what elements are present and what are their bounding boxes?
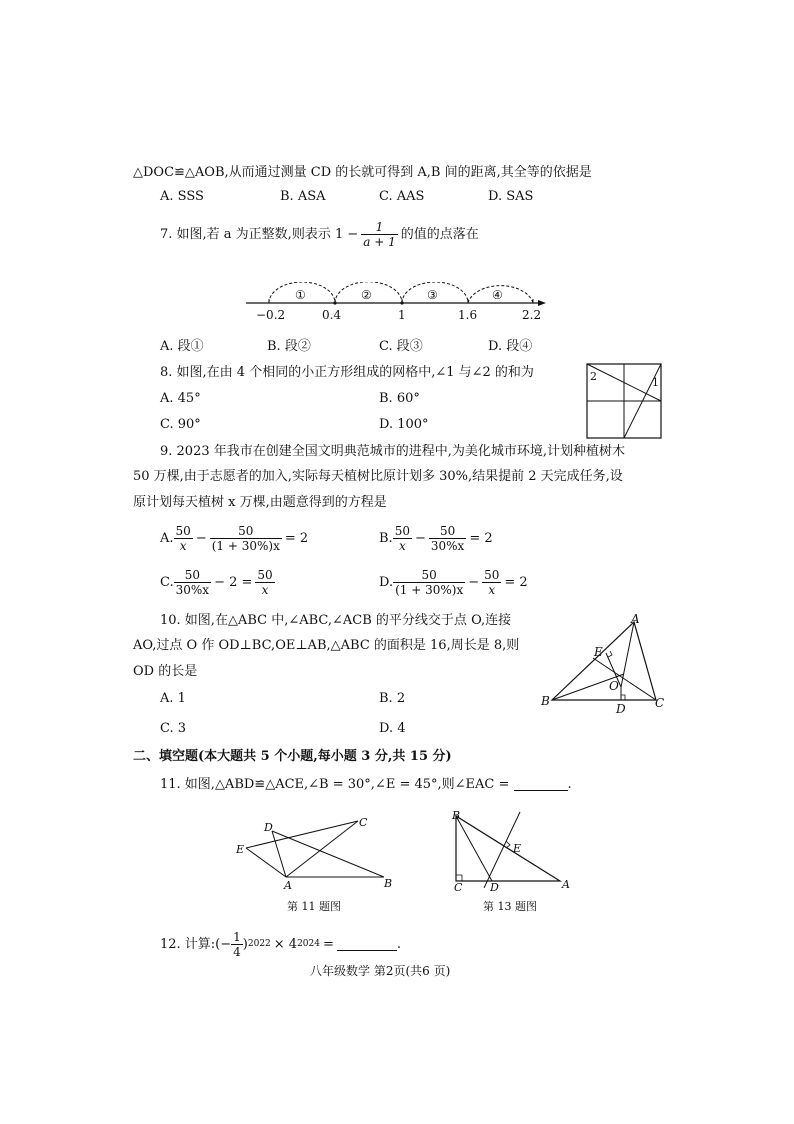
q7-frac-num: 1 — [361, 220, 397, 235]
operator: − — [468, 575, 480, 590]
rhs: = 2 — [469, 531, 493, 546]
q10-option-c: C. 3 — [160, 721, 187, 736]
q12-pre: 12. 计算:(− — [160, 937, 232, 952]
tick-label: 2.2 — [522, 308, 542, 322]
frac-den: x — [398, 539, 406, 553]
q7-fraction — [361, 220, 397, 249]
arc-label-4: ④ — [492, 288, 503, 302]
label-a: A — [284, 879, 292, 892]
frac-den: 30%x — [175, 583, 210, 597]
segment-bd — [456, 816, 492, 881]
section-2-title: 二、填空题(本大题共 5 个小题,每小题 3 分,共 15 分) — [133, 749, 452, 764]
operator: − — [414, 531, 426, 546]
q13-caption: 第 13 题图 — [483, 900, 537, 913]
option-label: A. — [160, 531, 174, 546]
q6-stem: △DOC≌△AOB,从而通过测量 CD 的长就可得到 A,B 间的距离,其全等的依据是 — [133, 165, 592, 180]
option-label: C. — [160, 575, 174, 590]
frac-num: 50 — [257, 568, 273, 582]
answer-blank[interactable] — [514, 779, 568, 791]
label-a: A — [631, 612, 640, 626]
exponent: 2024 — [297, 939, 320, 949]
q12-end: . — [396, 937, 402, 952]
frac-den: x — [261, 583, 269, 597]
label-o: O — [609, 679, 619, 693]
frac-num: 50 — [484, 568, 500, 582]
operator: − — [195, 531, 207, 546]
frac-den: (1 + 30%)x — [211, 539, 280, 553]
q10-option-b: B. 2 — [379, 691, 406, 706]
q10-line-1: 10. 如图,在△ABC 中,∠ABC,∠ACB 的平分线交于点 O,连接 — [160, 613, 512, 628]
q9-option-b — [379, 524, 493, 553]
frac-num: 50 — [210, 524, 282, 539]
tick-label: 1.6 — [458, 308, 478, 322]
fraction — [429, 524, 466, 553]
q11-end: . — [567, 777, 572, 792]
q9-option-a — [160, 524, 308, 553]
q7-frac-den: a + 1 — [363, 235, 396, 249]
segment-ea — [246, 848, 286, 877]
operator: × 4 — [273, 937, 298, 952]
frac-den: 30%x — [430, 539, 465, 553]
fraction — [174, 568, 211, 597]
label-b: B — [452, 809, 461, 822]
frac-num: 50 — [429, 524, 466, 539]
q7-option-c: C. 段③ — [379, 339, 423, 354]
q9-option-c — [160, 568, 275, 597]
point-marker — [400, 301, 403, 304]
frac-num: 50 — [394, 524, 410, 538]
rhs: = 2 — [504, 575, 528, 590]
frac-num: 50 — [393, 568, 465, 583]
frac-num: 50 — [174, 568, 211, 583]
q8-option-d: D. 100° — [379, 417, 429, 432]
q7-option-b: B. 段② — [267, 339, 311, 354]
q8-option-a: A. 45° — [160, 391, 201, 406]
exponent: 2022 — [247, 939, 271, 949]
q7-stem-pre: 7. 如图,若 a 为正整数,则表示 1 − — [160, 227, 359, 242]
angle-1-label: 1 — [652, 376, 659, 389]
triangle-bca — [456, 816, 560, 881]
right-angle-mark — [608, 651, 612, 657]
number-line-arrow — [538, 300, 546, 306]
segment-db — [272, 831, 384, 877]
answer-blank[interactable] — [337, 939, 397, 951]
arc-label-1: ① — [295, 288, 306, 302]
fraction — [231, 930, 243, 959]
label-b: B — [384, 877, 393, 890]
segment-da — [272, 831, 286, 877]
frac-den: 4 — [233, 945, 241, 959]
fraction — [482, 568, 501, 597]
page-footer: 八年级数学 第2页(共6 页) — [310, 964, 451, 978]
label-a: A — [562, 878, 570, 891]
label-b: B — [541, 694, 550, 708]
q11-figure — [234, 815, 404, 890]
q13-figure — [448, 808, 573, 891]
fraction — [210, 524, 282, 553]
option-label: B. — [379, 531, 393, 546]
q11-caption: 第 11 题图 — [287, 900, 341, 913]
fraction — [255, 568, 274, 597]
label-c: C — [454, 881, 463, 894]
q11-stem — [160, 778, 572, 791]
label-e: E — [594, 645, 603, 659]
tick-label: 0.4 — [322, 308, 342, 322]
q8-option-c: C. 90° — [160, 417, 201, 432]
q6-option-d: D. SAS — [488, 189, 534, 204]
q6-option-c: C. AAS — [379, 189, 425, 204]
label-d: D — [616, 702, 626, 716]
q7-option-d: D. 段④ — [488, 339, 533, 354]
frac-num: 1 — [233, 930, 241, 944]
q10-triangle-figure — [538, 612, 668, 714]
fraction — [174, 524, 193, 553]
q10-option-d: D. 4 — [379, 721, 406, 736]
label-c: C — [655, 696, 665, 710]
q9-line-1: 9. 2023 年我市在创建全国文明典范城市的进程中,为美化城市环境,计划种植树木 — [160, 444, 626, 459]
frac-den: (1 + 30%)x — [395, 583, 464, 597]
frac-den: x — [488, 583, 496, 597]
equals: = — [322, 937, 334, 952]
q8-grid-figure — [586, 363, 664, 441]
label-d: D — [264, 821, 273, 834]
q7-option-a: A. 段① — [160, 339, 204, 354]
option-label: D. — [379, 575, 394, 590]
q7-number-line — [240, 282, 550, 324]
tick-label: 1 — [398, 308, 406, 322]
q10-line-2: AO,过点 O 作 OD⊥BC,OE⊥AB,△ABC 的面积是 16,周长是 8,则 — [133, 638, 520, 653]
label-c: C — [359, 816, 368, 829]
frac-num: 50 — [175, 524, 191, 538]
q9-option-d — [379, 568, 528, 597]
label-e: E — [236, 843, 245, 856]
arc-label-3: ③ — [427, 288, 438, 302]
q6-option-b: B. ASA — [280, 189, 326, 204]
point-marker — [333, 301, 336, 304]
q11-stem-text: 11. 如图,△ABD≌△ACE,∠B = 30°,∠E = 45°,则∠EAC = — [160, 777, 510, 792]
q9-line-2: 50 万棵,由于志愿者的加入,实际每天植树比原计划多 30%,结果提前 2 天完成任务,设 — [133, 469, 623, 484]
label-e: E — [513, 842, 522, 855]
q10-line-3: OD 的长是 — [133, 664, 198, 679]
q10-option-a: A. 1 — [160, 691, 186, 706]
label-d: D — [490, 881, 499, 894]
rhs: = 2 — [284, 531, 309, 546]
q9-line-3: 原计划每天植树 x 万棵,由题意得到的方程是 — [133, 495, 387, 510]
q6-option-a: A. SSS — [160, 189, 204, 204]
q8-option-b: B. 60° — [379, 391, 420, 406]
right-angle-mark — [621, 695, 625, 700]
q8-stem: 8. 如图,在由 4 个相同的小正方形组成的网格中,∠1 与∠2 的和为 — [160, 365, 534, 380]
angle-2-label: 2 — [590, 370, 597, 383]
q7-stem — [160, 220, 479, 249]
frac-den: x — [179, 539, 187, 553]
triangle-abc — [552, 622, 656, 700]
fraction — [393, 568, 465, 597]
operator: − 2 = — [214, 575, 253, 590]
q12-stem: 12. 计算:(− $\frac{1}{4}$ ) 2022 × 4 2024 = . — [160, 930, 402, 959]
q7-stem-post: 的值的点落在 — [400, 227, 479, 242]
tick-label: −0.2 — [256, 308, 286, 322]
arc-label-2: ② — [361, 288, 372, 302]
fraction — [393, 524, 412, 553]
